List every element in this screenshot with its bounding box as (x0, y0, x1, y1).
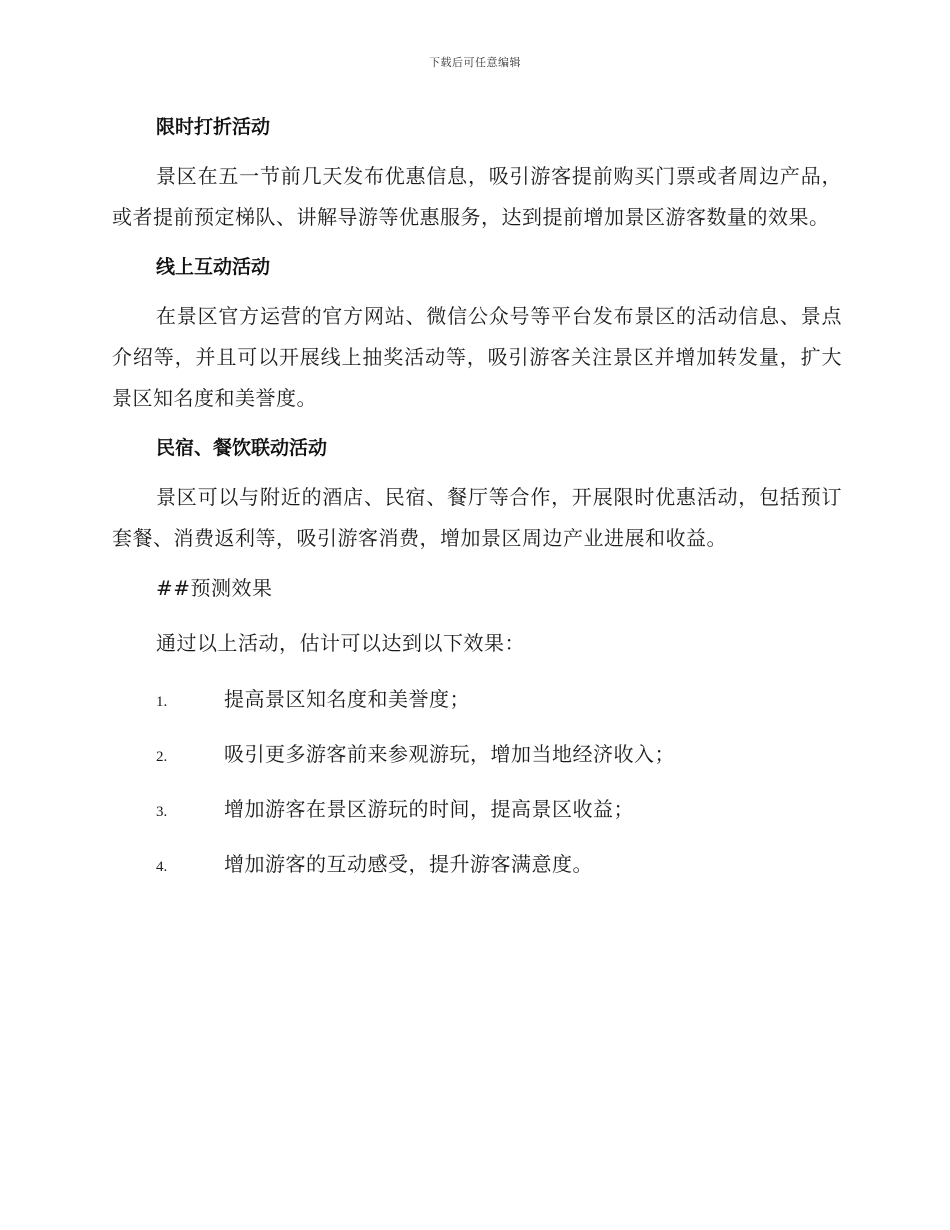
section-heading-discount: 限时打折活动 (156, 116, 271, 138)
forecast-intro: 通过以上活动，估计可以达到以下效果： (156, 631, 525, 655)
section-body-homestay: 景区可以与附近的酒店、民宿、餐厅等合作，开展限时优惠活动，包括预订套餐、消费返利等，吸引游客消费，增加景区周边产业进展和收益。 (112, 485, 842, 550)
list-item (112, 683, 842, 713)
section-body-discount: 景区在五一节前几天发布优惠信息，吸引游客提前购买门票或者周边产品，或者提前预定梯队、讲解导游等优惠服务，达到提前增加景区游客数量的效果。 (112, 164, 842, 229)
list-item-number: 4. (156, 859, 168, 875)
section-heading-homestay: 民宿、餐饮联动活动 (156, 437, 328, 459)
list-item-text: 增加游客在景区游玩的时间，提高景区收益； (224, 797, 634, 821)
list-item-number: 2. (156, 749, 168, 765)
list-item-text: 提高景区知名度和美誉度； (224, 687, 470, 711)
list-item (112, 848, 842, 878)
section-body-online: 在景区官方运营的官方网站、微信公众号等平台发布景区的活动信息、景点介绍等，并且可以开展线上抽奖活动等，吸引游客关注景区并增加转发量，扩大景区知名度和美誉度。 (112, 304, 842, 410)
forecast-heading: ##预测效果 (156, 576, 273, 600)
section-heading-online: 线上互动活动 (156, 256, 271, 278)
header-note: 下载后可任意编辑 (429, 56, 521, 69)
list-item-text: 吸引更多游客前来参观游玩，增加当地经济收入； (224, 742, 675, 766)
list-item (112, 738, 842, 768)
document-content (112, 112, 842, 903)
list-item (112, 793, 842, 823)
forecast-list (112, 683, 842, 878)
list-item-text: 增加游客的互动感受，提升游客满意度。 (224, 852, 593, 876)
list-item-number: 3. (156, 804, 168, 820)
list-item-number: 1. (156, 694, 168, 710)
